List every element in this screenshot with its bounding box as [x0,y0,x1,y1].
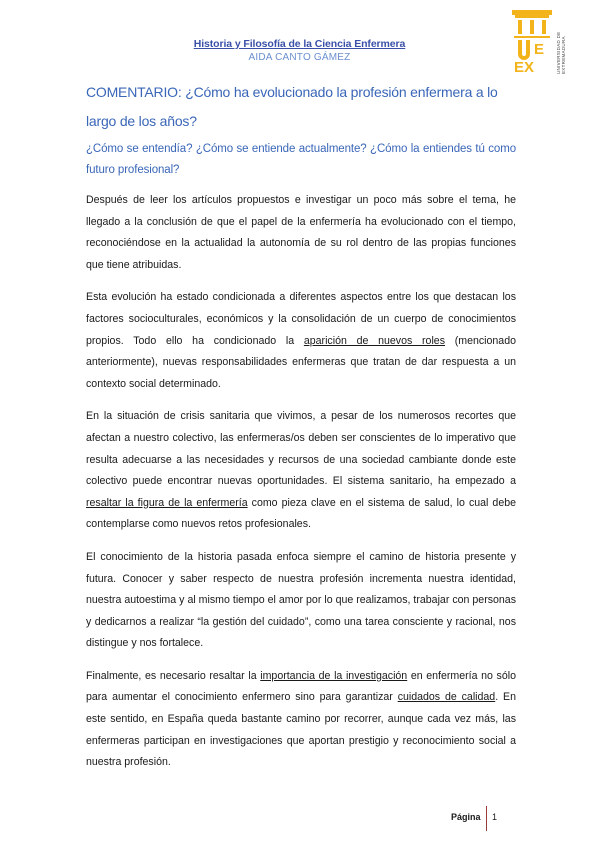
author-name: AIDA CANTO GÁMEZ [248,52,351,63]
university-logo [508,9,564,74]
university-name-vertical: UNIVERSIDAD DE EXTREMADURA [556,31,566,74]
underlined-phrase: aparición de nuevos roles [303,334,445,347]
paragraph-3 [86,406,516,536]
comment-heading: COMENTARIO: ¿Cómo ha evolucionado la profesión enfermera a lo largo de los años? [86,84,498,129]
course-title: Historia y Filosofía de la Ciencia Enfermera [193,38,406,50]
comment-subheading: ¿Cómo se entendía? ¿Cómo se entiende actualmente? ¿Cómo la entiendes tú como futuro profesional? [86,143,516,176]
text-run: Esta evolución ha estado condicionada a diferentes aspectos entre los que destacan los factores socioculturales, económicos y la consolidación de un cuerpo de conocimientos propios. Todo ello ha condicionado la [86,291,516,347]
underlined-phrase: importancia de la investigación [260,669,408,682]
paragraph-1: Después de leer los artículos propuestos e investigar un poco más sobre el tema, he llegado a la conclusión de que el papel de la enfermería ha evolucionado con el tiempo, reconociéndose en la actualidad la autonomía de su rol dentro de las propias funciones que tiene atribuidas. [86,194,516,271]
svg-text:E: E [534,41,545,58]
paragraph-2 [86,287,516,395]
paragraph-4: El conocimiento de la historia pasada enfoca siempre el camino de historia presente y futura. Conocer y saber respecto de nuestra profesión incrementa nuestra identidad, nuestra autoestima y al mismo tiempo el amor por lo que realizamos, trabajar con personas y dedicarnos a realizar “la gestión del cuidado”, como una tarea consciente y racional, nos distingue y nos fortalece. [86,550,516,650]
document-body [86,190,516,785]
text-run: En la situación de crisis sanitaria que vivimos, a pesar de los numerosos recortes que afectan a nuestro colectivo, las enfermeras/os deben ser conscientes de lo imperativo que resulta adecuarse a las necesidades y recursos de una sociedad cambiante donde este colectivo puede encontrar nuevas oportunidades. El sistema sanitario, ha empezado a [86,410,516,488]
underlined-phrase: resaltar la figura de la enfermería [86,496,248,509]
text-run: como pieza clave en el sistema de salud, lo cual debe contemplarse como nuevos retos profesionales. [86,496,516,531]
footer-divider [486,806,487,831]
page-label: Página [451,812,481,822]
text-run: . En este sentido, en España queda bastante camino por recorrer, aunque cada vez más, las enfermeras participan en investigaciones que aportan prestigio y reconocimiento social a nuestra profesión. [86,691,516,769]
text-run: (mencionado anteriormente), nuevas responsabilidades enfermeras que tratan de dar respuesta a un contexto social determinado. [86,334,516,390]
underlined-phrase: cuidados de calidad [397,691,496,704]
uex-logo-icon [508,9,556,74]
text-run: Finalmente, es necesario resaltar la [86,669,261,682]
page-number: 1 [492,812,498,822]
page-footer [451,812,498,822]
svg-text:EX: EX [514,59,535,74]
text-run: en enfermería no sólo para aumentar el conocimiento enfermero sino para garantizar [86,669,516,704]
paragraph-5 [86,666,516,774]
